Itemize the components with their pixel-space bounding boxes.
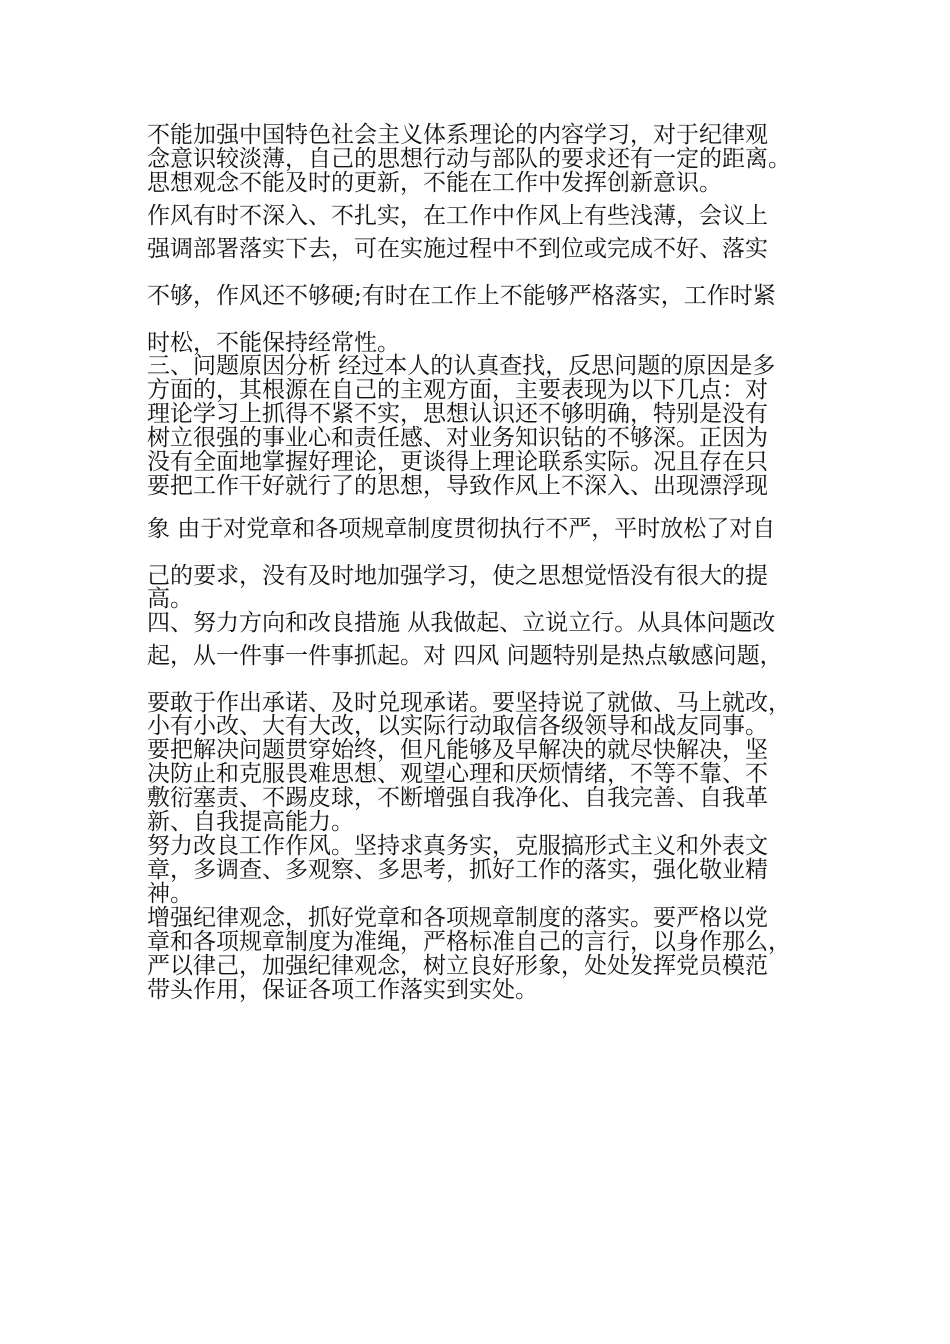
text-line: 严以律己，加强纪律观念，树立良好形象，处处发挥党员模范 <box>147 953 768 979</box>
text-line: 增强纪律观念，抓好党章和各项规章制度的落实。要严格以党 <box>147 905 768 931</box>
text-line: 新、自我提高能力。 <box>147 809 354 835</box>
text-line: 四、努力方向和改良措施 从我做起、立说立行。从具体问题改 <box>147 610 776 636</box>
text-line: 神。 <box>147 881 193 907</box>
text-line: 不够，作风还不够硬;有时在工作上不能够严格落实，工作时紧 <box>147 283 776 309</box>
text-line: 带头作用，保证各项工作落实到实处。 <box>147 977 538 1003</box>
text-line: 理论学习上抓得不紧不实，思想认识还不够明确，特别是没有 <box>147 401 768 427</box>
text-line: 方面的，其根源在自己的主观方面，主要表现为以下几点：对 <box>147 377 768 403</box>
text-line: 敷衍塞责、不踢皮球，不断增强自我净化、自我完善、自我革 <box>147 785 768 811</box>
text-line: 三、问题原因分析 经过本人的认真查找，反思问题的原因是多 <box>147 353 776 379</box>
text-line: 象 由于对党章和各项规章制度贯彻执行不严，平时放松了对自 <box>147 516 776 542</box>
text-line: 没有全面地掌握好理论，更谈得上理论联系实际。况且存在只 <box>147 449 768 475</box>
text-line: 决防止和克服畏难思想、观望心理和厌烦情绪，不等不靠、不 <box>147 761 768 787</box>
text-line: 作风有时不深入、不扎实，在工作中作风上有些浅薄，会议上 <box>147 203 768 229</box>
text-line: 起，从一件事一件事抓起。对 四风 问题特别是热点敏感问题， <box>147 643 783 669</box>
text-line: 高。 <box>147 586 193 612</box>
text-line: 己的要求，没有及时地加强学习，使之思想觉悟没有很大的提 <box>147 563 768 589</box>
text-line: 要敢于作出承诺、及时兑现承诺。要坚持说了就做、马上就改， <box>147 690 791 716</box>
text-line: 章，多调查、多观察、多思考，抓好工作的落实，强化敬业精 <box>147 857 768 883</box>
document-body <box>147 124 812 1003</box>
text-line: 强调部署落实下去，可在实施过程中不到位或完成不好、落实 <box>147 236 768 262</box>
text-line: 思想观念不能及时的更新，不能在工作中发挥创新意识。 <box>147 170 722 196</box>
text-line: 小有小改、大有大改，以实际行动取信各级领导和战友同事。 <box>147 713 768 739</box>
text-line: 树立很强的事业心和责任感、对业务知识钻的不够深。正因为 <box>147 425 768 451</box>
text-line: 时松，不能保持经常性。 <box>147 330 400 356</box>
text-line: 章和各项规章制度为准绳，严格标准自己的言行，以身作那么， <box>147 929 791 955</box>
text-line: 努力改良工作作风。坚持求真务实，克服搞形式主义和外表文 <box>147 833 768 859</box>
text-line: 念意识较淡薄，自己的思想行动与部队的要求还有一定的距离。 <box>147 146 791 172</box>
text-line: 要把工作干好就行了的思想，导致作风上不深入、出现漂浮现 <box>147 473 768 499</box>
text-line: 要把解决问题贯穿始终，但凡能够及早解决的就尽快解决，坚 <box>147 737 768 763</box>
text-line: 不能加强中国特色社会主义体系理论的内容学习，对于纪律观 <box>147 122 768 148</box>
